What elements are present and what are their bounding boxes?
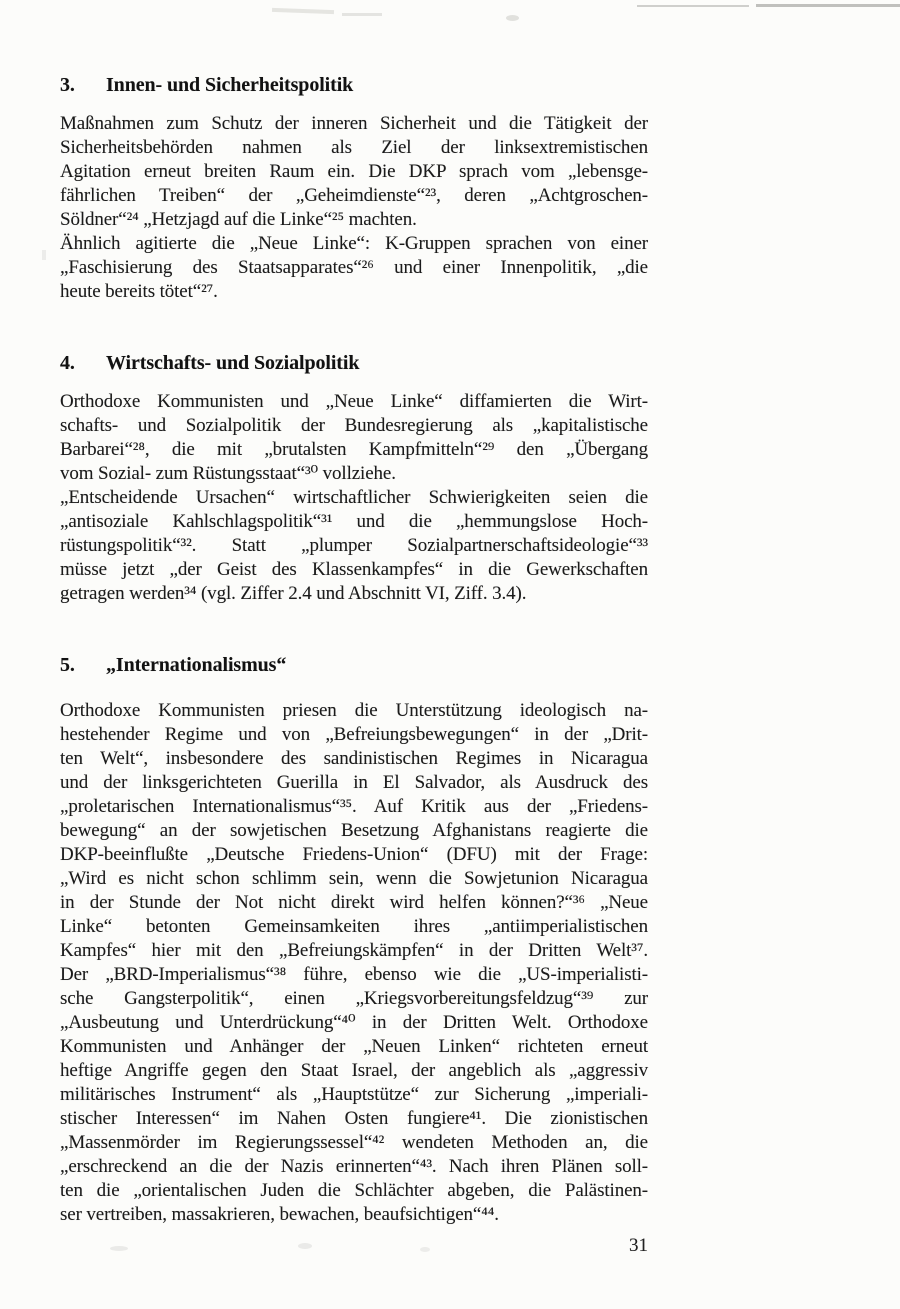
text-line: Kampfes“ hier mit den „Befreiungskämpfen“ in der Dritten Welt³⁷. <box>60 940 648 961</box>
text-line: schafts- und Sozialpolitik der Bundesregierung als „kapitalistische <box>60 415 648 436</box>
text-line: „Wird es nicht schon schlimm sein, wenn die Sowjetunion Nicaragua <box>60 868 648 889</box>
section-number: 5. <box>60 654 75 676</box>
text-line: Kommunisten und Anhänger der „Neuen Linken“ richteten erneut <box>60 1036 648 1057</box>
text-line: hestehender Regime und von „Befreiungsbewegungen“ in der „Drit- <box>60 724 648 745</box>
text-line: fährlichen Treiben“ der „Geheimdienste“²³, deren „Achtgroschen- <box>60 185 648 206</box>
text-line: und der linksgerichteten Guerilla in El Salvador, als Ausdruck des <box>60 772 648 793</box>
text-line: „proletarischen Internationalismus“³⁵. Auf Kritik aus der „Friedens- <box>60 796 648 817</box>
text-line: Söldner“²⁴ „Hetzjagd auf die Linke“²⁵ machten. <box>60 209 417 230</box>
paragraph <box>60 112 648 232</box>
section-heading <box>60 652 648 678</box>
text-line: Orthodoxe Kommunisten priesen die Unterstützung ideologisch na- <box>60 700 648 721</box>
text-line: militärisches Instrument“ als „Hauptstütze“ zur Sicherung „imperiali- <box>60 1084 648 1105</box>
paragraph <box>60 232 648 304</box>
document-section <box>60 72 648 304</box>
text-line: getragen werden³⁴ (vgl. Ziffer 2.4 und Abschnitt VI, Ziff. 3.4). <box>60 583 527 604</box>
paragraph <box>60 390 648 486</box>
page-content <box>60 0 648 1227</box>
text-line: „erschreckend an die der Nazis erinnerten“⁴³. Nach ihren Plänen soll- <box>60 1156 648 1177</box>
text-line: Sicherheitsbehörden nahmen als Ziel der linksextremistischen <box>60 137 648 158</box>
text-line: ten Welt“, insbesondere des sandinistischen Regimes in Nicaragua <box>60 748 648 769</box>
paragraph <box>60 486 648 606</box>
text-line: heftige Angriffe gegen den Staat Israel, der angeblich als „aggressiv <box>60 1060 648 1081</box>
paragraph <box>60 699 648 1227</box>
text-line: ten die „orientalischen Juden die Schlächter abgeben, die Palästinen- <box>60 1180 648 1201</box>
text-line: Linke“ betonten Gemeinsamkeiten ihres „antiimperialistischen <box>60 916 648 937</box>
text-line: „antisoziale Kahlschlagspolitik“³¹ und die „hemmungslose Hoch- <box>60 511 648 532</box>
section-title: „Internationalismus“ <box>106 654 287 676</box>
text-line: müsse jetzt „der Geist des Klassenkampfes“ in die Gewerkschaften <box>60 559 648 580</box>
text-line: stischer Interessen“ im Nahen Osten fungiere⁴¹. Die zionistischen <box>60 1108 648 1129</box>
section-heading <box>60 350 648 376</box>
text-line: Barbarei“²⁸, die mit „brutalsten Kampfmitteln“²⁹ den „Übergang <box>60 439 648 460</box>
text-line: Der „BRD-Imperialismus“³⁸ führe, ebenso wie die „US-imperialisti- <box>60 964 648 985</box>
page-number: 31 <box>629 1235 648 1256</box>
text-line: DKP-beeinflußte „Deutsche Friedens-Union“ (DFU) mit der Frage: <box>60 844 648 865</box>
text-line: bewegung“ an der sowjetischen Besetzung Afghanistans reagierte die <box>60 820 648 841</box>
text-line: vom Sozial- zum Rüstungsstaat“³⁰ vollziehe. <box>60 463 396 484</box>
text-line: heute bereits tötet“²⁷. <box>60 281 218 302</box>
text-line: Maßnahmen zum Schutz der inneren Sicherheit und die Tätigkeit der <box>60 113 648 134</box>
section-heading <box>60 72 648 98</box>
text-line: Orthodoxe Kommunisten und „Neue Linke“ diffamierten die Wirt- <box>60 391 648 412</box>
text-line: „Massenmörder im Regierungssessel“⁴² wendeten Methoden an, die <box>60 1132 648 1153</box>
text-line: ser vertreiben, massakrieren, bewachen, beaufsichtigen“⁴⁴. <box>60 1204 499 1225</box>
section-title: Innen- und Sicherheitspolitik <box>106 74 354 96</box>
section-number: 3. <box>60 74 75 96</box>
scan-artifact <box>42 250 46 260</box>
text-line: Ähnlich agitierte die „Neue Linke“: K-Gruppen sprachen von einer <box>60 233 648 254</box>
text-line: „Faschisierung des Staatsapparates“²⁶ und einer Innenpolitik, „die <box>60 257 648 278</box>
scan-artifact <box>756 4 900 7</box>
text-line: sche Gangsterpolitik“, einen „Kriegsvorbereitungsfeldzug“³⁹ zur <box>60 988 648 1009</box>
scan-artifact <box>637 5 749 7</box>
section-title: Wirtschafts- und Sozialpolitik <box>106 352 360 374</box>
text-line: Agitation erneut breiten Raum ein. Die DKP sprach vom „lebensge- <box>60 161 648 182</box>
text-line: „Entscheidende Ursachen“ wirtschaftlicher Schwierigkeiten seien die <box>60 487 648 508</box>
text-line: rüstungspolitik“³². Statt „plumper Sozialpartnerschaftsideologie“³³ <box>60 535 648 556</box>
document-section <box>60 652 648 1227</box>
text-line: in der Stunde der Not nicht direkt wird helfen können?“³⁶ „Neue <box>60 892 648 913</box>
text-line: „Ausbeutung und Unterdrückung“⁴⁰ in der Dritten Welt. Orthodoxe <box>60 1012 648 1033</box>
section-number: 4. <box>60 352 75 374</box>
document-section <box>60 350 648 606</box>
